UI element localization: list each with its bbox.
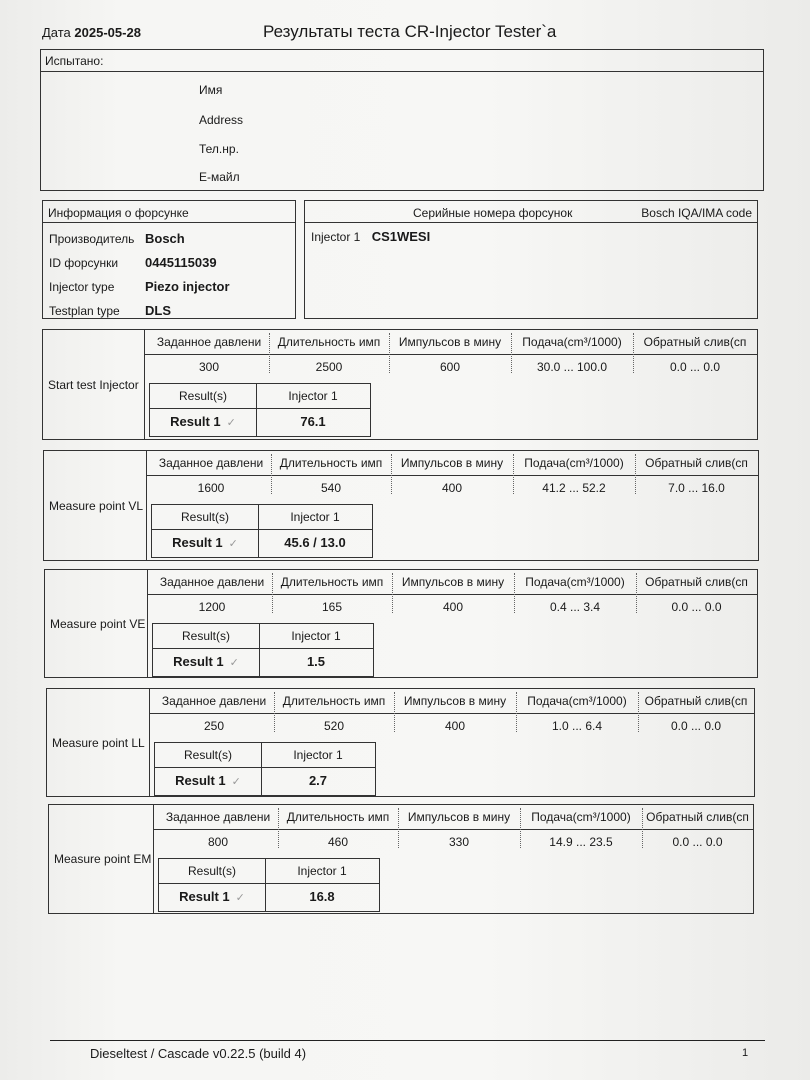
column-header: Подача(cm³/1000) [525,575,625,589]
header-rule [145,354,757,355]
testplan-type-row [49,303,171,318]
result-column-header: Injector 1 [288,389,338,403]
check-icon: ✓ [226,417,236,429]
measure-point-name: Start test Injector [43,330,145,439]
result-row-label [150,414,256,429]
result-column-header: Injector 1 [297,864,347,878]
column-header: Обратный слив(cп [645,575,748,589]
parameter-value: 30.0 ... 100.0 [536,360,608,374]
parameter-value: 14.9 ... 23.5 [549,835,613,849]
column-header: Заданное давлени [165,810,271,824]
column-header: Длительность имп [286,810,390,824]
footer-rule [50,1040,765,1041]
injector-type-value: Piezo injector [145,279,230,294]
parameter-value: 300 [198,360,220,374]
injector-id-row [49,255,217,270]
parameter-value: 0.4 ... 3.4 [549,600,601,614]
injector-serial-value: CS1WESI [371,229,431,244]
column-header: Импульсов в мину [401,575,505,589]
report-date [42,25,141,40]
measure-point-block [48,804,754,914]
testplan-type-label: Testplan type [49,304,120,318]
parameter-value: 1200 [198,600,226,614]
result-label-text: Result 1 [170,414,221,429]
parameter-value: 400 [442,600,464,614]
column-header: Длительность имп [282,694,386,708]
email-field-label: Е-майл [199,170,240,184]
column-header: Длительность имп [280,575,384,589]
measure-point-name: Measure point VL [44,451,147,560]
column-header: Заданное давлени [161,694,267,708]
phone-field-label: Тел.нр. [199,142,239,156]
injector-id-value: 0445115039 [145,255,217,270]
result-table [152,623,374,677]
column-header: Подача(cm³/1000) [527,694,627,708]
injector-type-row [49,279,230,294]
tested-caption: Испытано: [41,50,763,72]
injector-info-section [42,200,296,319]
parameter-value: 0.0 ... 0.0 [672,835,723,849]
parameter-value: 7.0 ... 16.0 [668,481,725,495]
result-column-header: Injector 1 [290,510,340,524]
parameter-value: 1600 [197,481,225,495]
parameter-value: 0.0 ... 0.0 [671,600,722,614]
manufacturer-label: Производитель [49,232,135,246]
result-label-text: Result 1 [173,654,224,669]
column-header: Обратный слив(cп [644,694,748,708]
measure-point-name: Measure point VE [45,570,148,677]
header-rule [154,829,753,830]
result-value: 2.7 [308,773,328,788]
injector-type-label: Injector type [49,280,115,294]
parameter-value: 0.0 ... 0.0 [670,719,722,733]
column-header: Обратный слив(cп [645,456,748,470]
result-value: 76.1 [300,414,326,429]
result-table [154,742,376,796]
parameter-value: 0.0 ... 0.0 [669,360,721,374]
measure-point-name: Measure point EM [49,805,154,913]
header-rule [147,475,758,476]
column-header: Заданное давлени [159,575,265,589]
result-row-label [152,535,258,550]
column-header: Заданное давлени [156,335,262,349]
parameter-value: 400 [444,719,466,733]
column-header: Подача(cm³/1000) [522,335,622,349]
parameter-value: 41.2 ... 52.2 [542,481,606,495]
result-header-label: Result(s) [180,510,229,524]
column-header: Обратный слив(cп [646,810,749,824]
measure-point-name: Measure point LL [47,689,150,796]
injector-info-caption: Информация о форсунке [43,201,295,223]
parameter-value: 1.0 ... 6.4 [551,719,603,733]
address-field-label: Address [199,113,244,127]
result-header-label: Result(s) [183,748,232,762]
date-value: 2025-05-28 [74,25,141,40]
measure-point-block [42,329,758,440]
parameter-value: 165 [321,600,343,614]
parameter-value: 540 [320,481,342,495]
result-table-rule [155,767,375,768]
parameter-value: 250 [203,719,225,733]
column-header: Обратный слив(cп [643,335,747,349]
result-table-rule [153,648,373,649]
parameter-value: 800 [207,835,229,849]
serial-caption: Серийные номера форсунок [413,206,573,220]
software-version: Dieseltest / Cascade v0.22.5 (build 4) [90,1046,307,1061]
tested-section [40,49,764,191]
result-table-rule [150,408,370,409]
result-header-label: Result(s) [178,389,227,403]
check-icon: ✓ [229,657,239,669]
serial-numbers-section [304,200,758,319]
parameter-value: 2500 [315,360,343,374]
result-row-label [159,889,265,904]
column-header: Заданное давлени [158,456,264,470]
injector-serial-row [311,229,430,244]
header-rule [148,594,757,595]
result-header-label: Result(s) [181,629,230,643]
date-label: Дата [42,25,71,40]
testplan-type-value: DLS [145,303,171,318]
measure-point-block [43,450,759,561]
column-header: Импульсов в мину [403,694,507,708]
check-icon: ✓ [235,892,245,904]
column-header: Подача(cm³/1000) [531,810,631,824]
result-row-label [153,654,259,669]
header-rule [150,713,754,714]
result-label-text: Result 1 [179,889,230,904]
result-header-label: Result(s) [187,864,236,878]
check-icon: ✓ [228,538,238,550]
result-table [151,504,373,558]
column-header: Подача(cm³/1000) [524,456,624,470]
result-value: 1.5 [306,654,326,669]
parameter-value: 330 [448,835,470,849]
measure-point-block [46,688,755,797]
manufacturer-value: Bosch [145,231,185,246]
parameter-value: 400 [441,481,463,495]
serial-caption-row [305,201,757,223]
result-row-label [155,773,261,788]
measure-point-block [44,569,758,678]
column-header: Импульсов в мину [407,810,511,824]
page-number: 1 [742,1047,749,1059]
parameter-value: 600 [439,360,461,374]
parameter-value: 520 [323,719,345,733]
name-field-label: Имя [199,83,223,97]
column-header: Длительность имп [277,335,381,349]
result-column-header: Injector 1 [291,629,341,643]
parameter-value: 460 [327,835,349,849]
result-label-text: Result 1 [175,773,226,788]
injector-id-label: ID форсунки [49,256,119,270]
result-table [158,858,380,912]
column-header: Импульсов в мину [398,335,502,349]
check-icon: ✓ [231,776,241,788]
page-title: Результаты теста CR-Injector Tester`a [263,22,557,41]
injector-serial-label: Injector 1 [311,230,361,244]
result-label-text: Result 1 [172,535,223,550]
result-value: 45.6 / 13.0 [284,535,346,550]
result-column-header: Injector 1 [293,748,343,762]
iqa-code-caption: Bosch IQA/IMA code [641,206,752,220]
manufacturer-row [49,231,185,246]
result-table-rule [159,883,379,884]
result-table [149,383,371,437]
result-value: 16.8 [309,889,335,904]
column-header: Длительность имп [279,456,383,470]
column-header: Импульсов в мину [400,456,504,470]
result-table-rule [152,529,372,530]
